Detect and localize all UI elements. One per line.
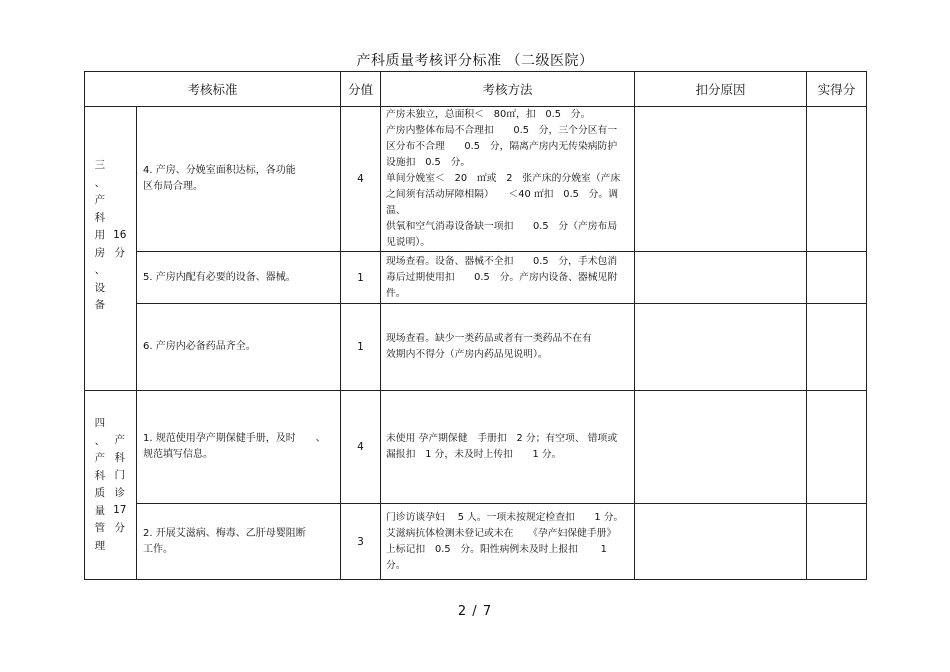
- points-cell: 3: [341, 504, 381, 580]
- table-row: [85, 107, 867, 252]
- actual-score-cell[interactable]: [807, 504, 867, 580]
- method-text-line: 漏报扣 1 分，未及时上传扣 1 分。: [386, 449, 562, 460]
- category-score-char: 分: [114, 246, 125, 259]
- header-deduct-reason: 扣分原因: [635, 72, 807, 107]
- deduct-reason-cell[interactable]: [635, 391, 807, 504]
- standard-text-line: 5. 产房内配有必要的设备、器械。: [143, 271, 296, 283]
- deduct-reason-cell[interactable]: [635, 504, 807, 580]
- method-text-line: 供氧和空气消毒设备缺一项扣 0.5 分（产房布局: [386, 221, 618, 232]
- method-text-line: 区分布不合理 0.5 分，隔离产房内无传染病防护: [386, 141, 618, 152]
- method-text-line: 上标记扣 0.5 分。阳性病例未及时上报扣 1 分。: [386, 543, 607, 571]
- table-row: [85, 252, 867, 304]
- scoring-table: [84, 71, 867, 580]
- deduct-reason-cell[interactable]: [635, 252, 807, 304]
- category-label-char: 用: [94, 229, 106, 241]
- category-cell: [85, 107, 137, 391]
- category-label-char: 、: [94, 264, 106, 276]
- method-cell: [381, 391, 635, 504]
- method-cell: [381, 304, 635, 391]
- header-actual-score: 实得分: [807, 72, 867, 107]
- standard-cell: [137, 391, 341, 504]
- category-label-char: 、: [94, 434, 106, 447]
- method-text-line: 见说明）。: [386, 237, 431, 248]
- method-cell: [381, 252, 635, 304]
- header-standard: 考核标准: [85, 72, 341, 107]
- method-text-line: 产房未独立，总面积＜ 80㎡，扣 0.5 分。: [386, 109, 591, 120]
- category-label-char: 质: [94, 487, 106, 499]
- header-points: 分值: [341, 72, 381, 107]
- page-title: 产科质量考核评分标准 （二级医院）: [356, 53, 594, 69]
- method-text-line: 现场查看。设备、器械不全扣 0.5 分，手术包消: [386, 255, 618, 267]
- header-method: 考核方法: [381, 72, 635, 107]
- table-row: [85, 391, 867, 504]
- standard-cell: [137, 304, 341, 391]
- points-cell: 1: [341, 304, 381, 391]
- method-text-line: 之间须有活动屏障相隔） ＜40 ㎡扣 0.5 分。调温、: [386, 189, 619, 216]
- method-text-line: 未使用 孕产期保健 手册扣 2 分；有空项、 错项或: [386, 433, 618, 444]
- category-score-char: 17: [113, 504, 127, 516]
- method-text-line: 艾滋病抗体检测未登记或未在 《孕产妇保健手册》: [386, 527, 617, 539]
- category-score-char: 产: [114, 434, 125, 446]
- method-text-line: 设施扣 0.5 分。: [386, 157, 471, 168]
- table-row: [85, 304, 867, 391]
- category-label-char: 量: [94, 504, 106, 517]
- standard-text-line: 6. 产房内必备药品齐全。: [143, 341, 256, 352]
- page-number: 2 / 7: [457, 604, 493, 619]
- category-score-char: 分: [114, 521, 125, 534]
- category-label-char: 科: [94, 211, 106, 224]
- category-label-char: 四: [94, 417, 106, 429]
- method-cell: [381, 504, 635, 580]
- category-cell: [85, 391, 137, 580]
- method-text-line: 单间分娩室＜ 20 ㎡或 2 张产床的分娩室（产床: [386, 173, 621, 184]
- method-text-line: 件。: [386, 287, 406, 299]
- points-cell: 4: [341, 107, 381, 252]
- standard-text-line: 1. 规范使用孕产期保健手册，及时 、: [143, 433, 326, 444]
- method-cell: [381, 107, 635, 252]
- standard-text-line: 区布局合理。: [143, 181, 203, 192]
- category-label-char: 理: [94, 539, 106, 552]
- header-row: [85, 72, 867, 107]
- points-cell: 4: [341, 391, 381, 504]
- method-text-line: 门诊访谈孕妇 5 人。一项未按规定检查扣 1 分。: [386, 511, 624, 523]
- actual-score-cell[interactable]: [807, 107, 867, 252]
- deduct-reason-cell[interactable]: [635, 304, 807, 391]
- method-text-line: 现场查看。缺少一类药品或者有一类药品不在有: [386, 333, 592, 344]
- category-label-char: 备: [94, 299, 106, 311]
- category-label-char: 产: [94, 194, 106, 206]
- category-label-char: 房: [94, 246, 106, 259]
- actual-score-cell[interactable]: [807, 252, 867, 304]
- standard-text-line: 4. 产房、分娩室面积达标，各功能: [143, 165, 296, 176]
- category-label-char: 、: [94, 176, 106, 189]
- actual-score-cell[interactable]: [807, 391, 867, 504]
- category-label-char: 三: [94, 159, 106, 171]
- method-text-line: 毒后过期使用扣 0.5 分。产房内设备、器械见附: [386, 271, 618, 283]
- standard-text-line: 工作。: [143, 543, 173, 555]
- standard-cell: [137, 504, 341, 580]
- category-label-char: 设: [94, 281, 106, 294]
- table-row: [85, 504, 867, 580]
- category-label-char: 科: [94, 469, 106, 482]
- standard-text-line: 规范填写信息。: [143, 449, 213, 460]
- method-text-line: 效期内不得分（产房内药品见说明）。: [386, 349, 548, 360]
- category-score-char: 科: [114, 451, 125, 464]
- category-label-char: 产: [94, 452, 106, 464]
- category-score-char: 诊: [114, 486, 125, 499]
- category-score-char: 16: [113, 229, 127, 241]
- standard-text-line: 2. 开展艾滋病、梅毒、乙肝母婴阻断: [143, 527, 306, 539]
- standard-cell: [137, 107, 341, 252]
- category-score-char: 门: [114, 469, 125, 481]
- standard-cell: [137, 252, 341, 304]
- actual-score-cell[interactable]: [807, 304, 867, 391]
- category-label-char: 管: [94, 522, 106, 534]
- deduct-reason-cell[interactable]: [635, 107, 807, 252]
- points-cell: 1: [341, 252, 381, 304]
- method-text-line: 产房内整体布局不合理扣 0.5 分，三个分区有一: [386, 125, 618, 136]
